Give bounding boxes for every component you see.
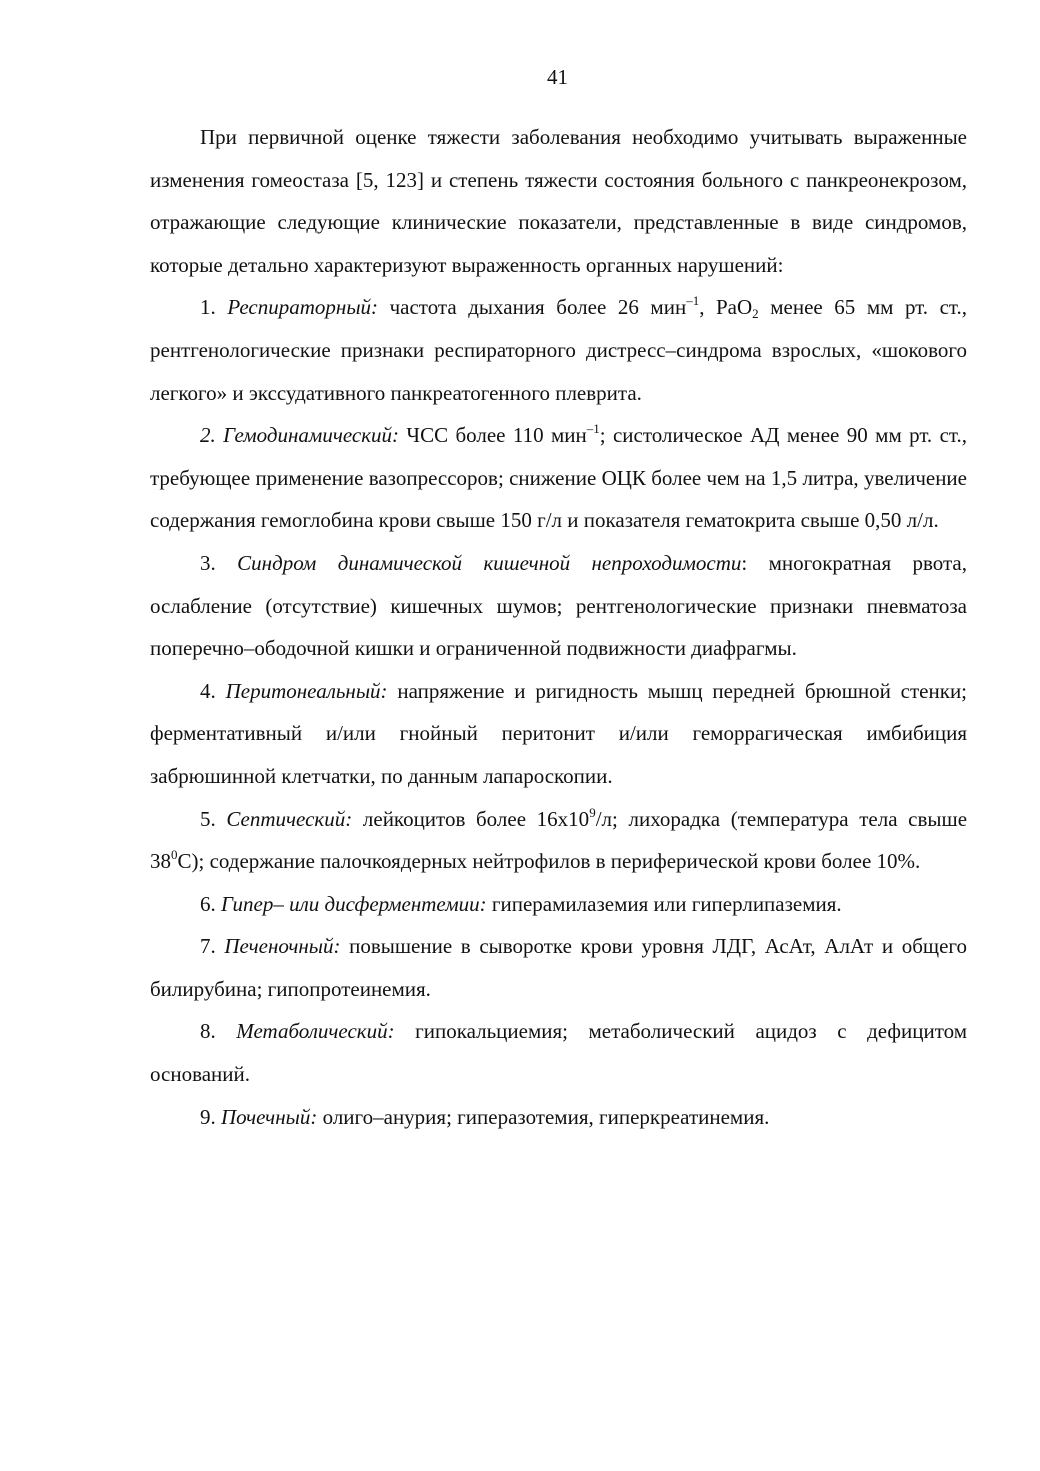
item-text: : многократная рвота, ослабление (отсутствие) кишечных шумов; рентгенологические признаки пневматоза поперечно–ободочной кишки и ограниченной подвижности диафрагмы.	[150, 550, 968, 661]
item-text: /л; лихорадка (температура тела свыше 38	[150, 806, 968, 874]
item-number: 5.	[200, 806, 227, 831]
item-text: ; систолическое АД менее 90 мм рт. ст., требующее применение вазопрессоров; снижение ОЦК более чем на 1,5 литра, увеличение содержания гемоглобина крови свыше 150 г/л и показателя гематокрита свыше 0,50 л/л.	[150, 423, 967, 533]
item-number: 9.	[200, 1104, 221, 1129]
item-text: , PaO	[699, 295, 753, 320]
item-title: Респираторный:	[227, 295, 379, 320]
superscript: –1	[686, 293, 700, 309]
syndrome-respiratory	[150, 286, 967, 414]
item-text: лейкоцитов более 16х10	[352, 806, 590, 831]
item-text: напряжение и ригидность мышц передней брюшной стенки; ферментативный и/или гнойный перитонит и/или геморрагическая имбибиция забрюшинной клетчатки, по данным лапароскопии.	[150, 678, 968, 788]
superscript: –1	[586, 421, 600, 437]
item-title: Гипер– или дисферментемии:	[221, 891, 487, 916]
subscript: 2	[752, 306, 759, 322]
body-text	[150, 116, 967, 1138]
item-text: олиго–анурия; гиперазотемия, гиперкреатинемия.	[317, 1104, 770, 1129]
item-number: 6.	[200, 891, 221, 916]
superscript: 9	[589, 804, 596, 820]
superscript: 0	[171, 847, 178, 863]
item-number: 8.	[200, 1019, 237, 1044]
item-text: менее 65 мм рт. ст., рентгенологические признаки респираторного дистресс–синдрома взрослых, «шокового легкого» и экссудативного панкреатогенного плеврита.	[150, 295, 968, 405]
item-text: С); содержание палочкоядерных нейтрофилов в периферической крови более 10%.	[177, 849, 921, 874]
syndrome-hemodynamic	[150, 414, 967, 542]
syndrome-metabolic	[150, 1010, 967, 1095]
item-text: гиперамилаземия или гиперлипаземия.	[486, 891, 842, 916]
item-text: частота дыхания более 26 мин	[378, 295, 687, 320]
item-title: 2. Гемодинамический:	[200, 423, 400, 448]
item-title: Септический:	[226, 806, 353, 831]
syndrome-peritoneal	[150, 670, 967, 798]
page-number: 41	[547, 65, 568, 89]
item-title: Почечный:	[221, 1104, 318, 1129]
syndrome-enzymemia	[150, 883, 967, 926]
item-number: 4.	[200, 678, 226, 703]
item-title: Перитонеальный:	[225, 678, 388, 703]
syndrome-intestinal	[150, 542, 967, 670]
item-number: 1.	[200, 295, 228, 320]
item-text: гипокальциемия; метаболический ацидоз с дефицитом оснований.	[150, 1019, 967, 1087]
item-number: 7.	[200, 934, 225, 959]
item-number: 3.	[200, 550, 238, 575]
item-title: Печеночный:	[224, 934, 341, 959]
syndrome-hepatic	[150, 925, 967, 1010]
item-text: повышение в сыворотке крови уровня ЛДГ, АсАт, АлАт и общего билирубина; гипопротеинемия.	[150, 934, 967, 1001]
syndrome-septic	[150, 798, 967, 883]
item-title: Синдром динамической кишечной непроходимости	[237, 550, 742, 575]
item-text: ЧСС более 110 мин	[399, 423, 587, 448]
intro-paragraph: При первичной оценке тяжести заболевания необходимо учитывать выраженные изменения гомеостаза [5, 123] и степень тяжести состояния больного с панкреонекрозом, отражающие следующие клинические показатели, представленные в виде синдромов, которые детально характеризуют выраженность органных нарушений:	[150, 125, 967, 277]
syndrome-renal	[150, 1096, 967, 1139]
item-title: Метаболический:	[236, 1019, 395, 1044]
